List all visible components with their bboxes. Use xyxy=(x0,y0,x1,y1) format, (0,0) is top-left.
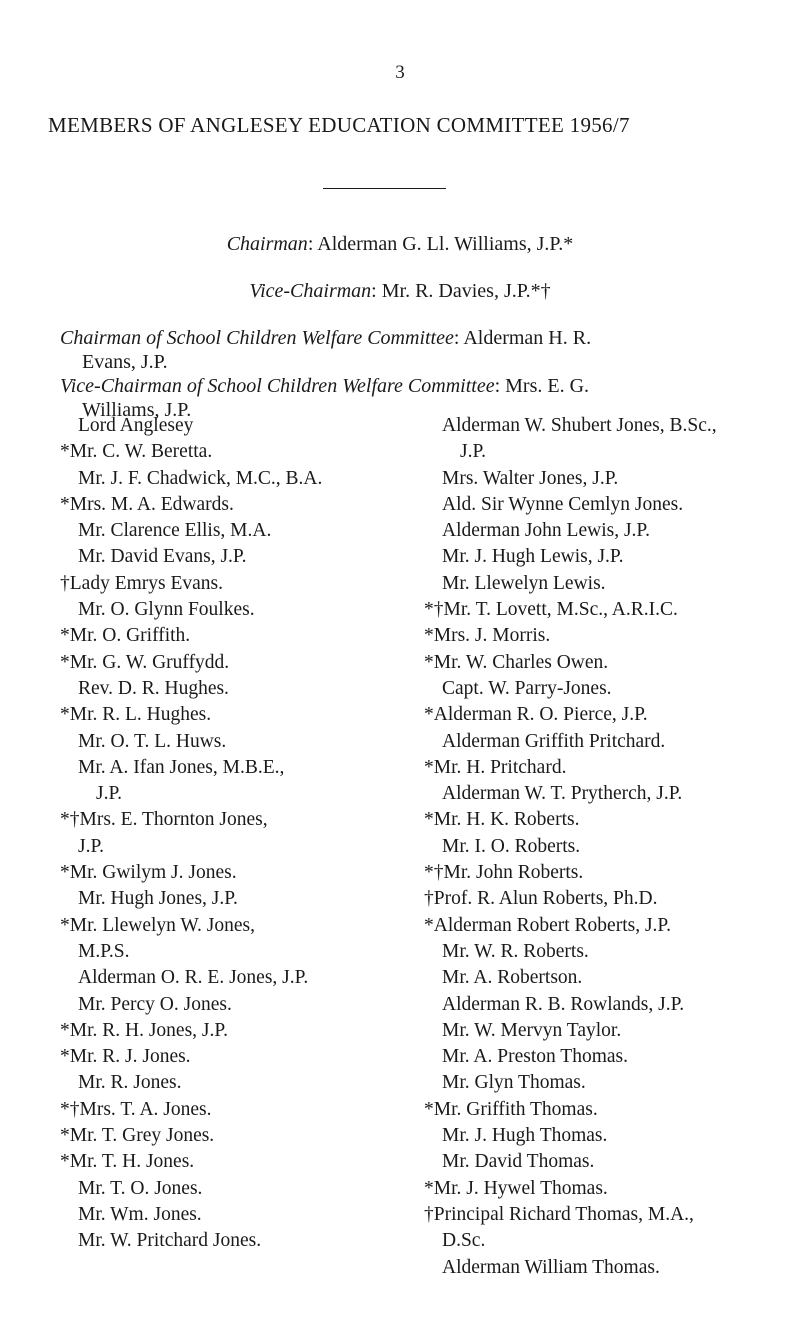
member-name: Mr. A. Ifan Jones, M.B.E., xyxy=(78,756,285,778)
member-entry xyxy=(424,729,784,755)
member-name: Mr. R. Jones. xyxy=(78,1072,182,1094)
member-entry xyxy=(424,781,784,807)
member-entry xyxy=(424,1097,784,1123)
member-name: *†Mrs. E. Thornton Jones, xyxy=(60,809,268,831)
member-entry xyxy=(424,1176,784,1202)
member-name: *Mr. C. W. Beretta. xyxy=(60,441,213,463)
member-entry xyxy=(60,676,430,702)
member-name: *Mr. R. J. Jones. xyxy=(60,1046,191,1068)
member-entry xyxy=(424,650,784,676)
member-name: *Mr. Griffith Thomas. xyxy=(424,1098,598,1120)
welfare-chairman-name-2: Evans, J.P. xyxy=(82,351,168,373)
member-name: Mr. J. Hugh Thomas. xyxy=(442,1125,608,1147)
member-entry xyxy=(424,1202,784,1255)
member-entry xyxy=(60,702,430,728)
member-entry xyxy=(424,571,784,597)
member-name: Alderman William Thomas. xyxy=(442,1256,660,1278)
member-name-continuation: J.P. xyxy=(460,441,487,463)
member-entry xyxy=(60,886,430,912)
member-name: Mr. Llewelyn Lewis. xyxy=(442,572,606,594)
members-column-left xyxy=(60,413,430,1255)
member-name: Mr. T. O. Jones. xyxy=(78,1177,203,1199)
member-entry xyxy=(424,466,784,492)
member-entry xyxy=(424,755,784,781)
member-entry xyxy=(424,807,784,833)
member-entry xyxy=(60,1123,430,1149)
member-entry xyxy=(60,466,430,492)
member-entry xyxy=(424,860,784,886)
member-name: Mr. I. O. Roberts. xyxy=(442,835,581,857)
member-name: Alderman Griffith Pritchard. xyxy=(442,730,666,752)
member-entry xyxy=(424,623,784,649)
member-entry xyxy=(60,807,430,860)
member-name: *Mrs. J. Morris. xyxy=(424,625,551,647)
member-entry xyxy=(60,1176,430,1202)
member-name-continuation: M.P.S. xyxy=(78,940,130,962)
colon-separator: : xyxy=(371,280,382,302)
member-entry xyxy=(60,992,430,1018)
member-entry xyxy=(424,676,784,702)
member-entry xyxy=(424,939,784,965)
vice-chairman-line xyxy=(0,279,800,303)
member-entry xyxy=(60,439,430,465)
divider-rule xyxy=(323,188,446,189)
member-entry xyxy=(60,544,430,570)
vice-chairman-role: Vice-Chairman xyxy=(249,280,372,302)
member-name: *Mr. R. L. Hughes. xyxy=(60,704,212,726)
member-name: Mr. O. Glynn Foulkes. xyxy=(78,599,255,621)
member-entry xyxy=(424,1149,784,1175)
member-name: Mr. Percy O. Jones. xyxy=(78,993,232,1015)
member-name: Mr. A. Robertson. xyxy=(442,967,583,989)
member-entry xyxy=(60,965,430,991)
colon-separator: : xyxy=(494,375,506,397)
member-name: Mr. W. Pritchard Jones. xyxy=(78,1230,262,1252)
member-entry xyxy=(424,413,784,466)
member-entry xyxy=(60,413,430,439)
vice-chairman-name: Mr. R. Davies, J.P.*† xyxy=(381,280,551,302)
member-name: *Mr. O. Griffith. xyxy=(60,625,191,647)
member-name: *Mr. T. Grey Jones. xyxy=(60,1125,215,1147)
member-name: Alderman W. T. Prytherch, J.P. xyxy=(442,783,683,805)
member-name: Mr. O. T. L. Huws. xyxy=(78,730,227,752)
member-name: *†Mrs. T. A. Jones. xyxy=(60,1098,212,1120)
member-name: Alderman R. B. Rowlands, J.P. xyxy=(442,993,685,1015)
member-name: Mr. Glyn Thomas. xyxy=(442,1072,586,1094)
member-name: *Mr. G. W. Gruffydd. xyxy=(60,651,230,673)
member-entry xyxy=(424,1123,784,1149)
member-entry xyxy=(60,1149,430,1175)
member-name: *†Mr. T. Lovett, M.Sc., A.R.I.C. xyxy=(424,599,678,621)
member-name: Mr. David Evans, J.P. xyxy=(78,546,247,568)
member-name: *Mr. Llewelyn W. Jones, xyxy=(60,914,255,936)
member-entry xyxy=(424,834,784,860)
member-entry xyxy=(424,597,784,623)
member-entry xyxy=(60,623,430,649)
member-entry xyxy=(60,1070,430,1096)
member-name: *Mr. R. H. Jones, J.P. xyxy=(60,1019,228,1041)
member-entry xyxy=(60,597,430,623)
member-name: *Mr. W. Charles Owen. xyxy=(424,651,609,673)
member-entry xyxy=(60,729,430,755)
page-number: 3 xyxy=(395,62,405,83)
member-name: *Mr. Gwilym J. Jones. xyxy=(60,862,237,884)
member-entry xyxy=(424,492,784,518)
colon-separator: : xyxy=(307,233,318,255)
member-entry xyxy=(424,702,784,728)
member-entry xyxy=(424,1070,784,1096)
member-entry xyxy=(60,860,430,886)
welfare-chairman-entry xyxy=(60,326,760,374)
member-name: Mr. J. F. Chadwick, M.C., B.A. xyxy=(78,467,323,489)
member-entry xyxy=(424,544,784,570)
member-name-continuation: D.Sc. xyxy=(442,1230,486,1252)
member-name: †Lady Emrys Evans. xyxy=(60,572,224,594)
welfare-vice-chairman-role: Vice-Chairman of School Children Welfare Committee xyxy=(60,375,495,397)
member-name: Mr. J. Hugh Lewis, J.P. xyxy=(442,546,624,568)
page-title: MEMBERS OF ANGLESEY EDUCATION COMMITTEE 1956/7 xyxy=(48,113,630,137)
member-name: †Principal Richard Thomas, M.A., xyxy=(424,1203,694,1225)
member-entry xyxy=(60,913,430,966)
member-name: Mr. Wm. Jones. xyxy=(78,1203,202,1225)
member-entry xyxy=(60,1044,430,1070)
member-name: Capt. W. Parry-Jones. xyxy=(442,677,612,699)
colon-separator: : xyxy=(453,327,464,349)
member-name: *Mr. H. K. Roberts. xyxy=(424,809,580,831)
member-entry xyxy=(424,518,784,544)
member-name: †Prof. R. Alun Roberts, Ph.D. xyxy=(424,888,658,910)
member-name: Mr. W. R. Roberts. xyxy=(442,940,589,962)
member-name: Ald. Sir Wynne Cemlyn Jones. xyxy=(442,493,684,515)
member-entry xyxy=(60,1228,430,1254)
member-name: *Mr. H. Pritchard. xyxy=(424,756,567,778)
member-name: Lord Anglesey xyxy=(78,415,194,436)
member-name: Mr. W. Mervyn Taylor. xyxy=(442,1019,622,1041)
member-entry xyxy=(60,755,430,808)
member-entry xyxy=(424,1255,784,1281)
member-entry xyxy=(60,1018,430,1044)
member-name: Alderman W. Shubert Jones, B.Sc., xyxy=(442,415,717,436)
welfare-vice-chairman-name-2: Williams, J.P. xyxy=(82,399,192,421)
member-name: *Mr. J. Hywel Thomas. xyxy=(424,1177,608,1199)
welfare-chairman-role: Chairman of School Children Welfare Committee xyxy=(60,327,454,349)
member-name-continuation: J.P. xyxy=(96,783,123,805)
member-name: Rev. D. R. Hughes. xyxy=(78,677,229,699)
member-name: *Alderman Robert Roberts, J.P. xyxy=(424,914,671,936)
member-entry xyxy=(60,1097,430,1123)
member-entry xyxy=(424,1044,784,1070)
member-entry xyxy=(424,886,784,912)
member-entry xyxy=(60,1202,430,1228)
member-name: Mr. A. Preston Thomas. xyxy=(442,1046,628,1068)
chairman-line xyxy=(0,232,800,256)
member-name: Mr. Clarence Ellis, M.A. xyxy=(78,520,272,542)
member-name: *Mrs. M. A. Edwards. xyxy=(60,493,234,515)
member-name: Alderman John Lewis, J.P. xyxy=(442,520,650,542)
member-name-continuation: J.P. xyxy=(78,835,105,857)
member-entry xyxy=(424,965,784,991)
member-entry xyxy=(60,571,430,597)
welfare-vice-chairman-name-1: Mrs. E. G. xyxy=(505,375,590,397)
member-entry xyxy=(60,492,430,518)
members-column-right xyxy=(424,413,784,1281)
member-entry xyxy=(424,913,784,939)
member-entry xyxy=(60,650,430,676)
member-name: *Alderman R. O. Pierce, J.P. xyxy=(424,704,648,726)
welfare-chairman-name-1: Alderman H. R. xyxy=(463,327,592,349)
member-name: *†Mr. John Roberts. xyxy=(424,862,584,884)
member-entry xyxy=(424,992,784,1018)
member-name: *Mr. T. H. Jones. xyxy=(60,1151,195,1173)
member-name: Alderman O. R. E. Jones, J.P. xyxy=(78,967,309,989)
member-entry xyxy=(424,1018,784,1044)
member-name: Mr. Hugh Jones, J.P. xyxy=(78,888,238,910)
chairman-role: Chairman xyxy=(226,233,308,255)
chairman-name: Alderman G. Ll. Williams, J.P.* xyxy=(317,233,574,255)
member-entry xyxy=(60,518,430,544)
member-name: Mrs. Walter Jones, J.P. xyxy=(442,467,619,489)
member-name: Mr. David Thomas. xyxy=(442,1151,595,1173)
